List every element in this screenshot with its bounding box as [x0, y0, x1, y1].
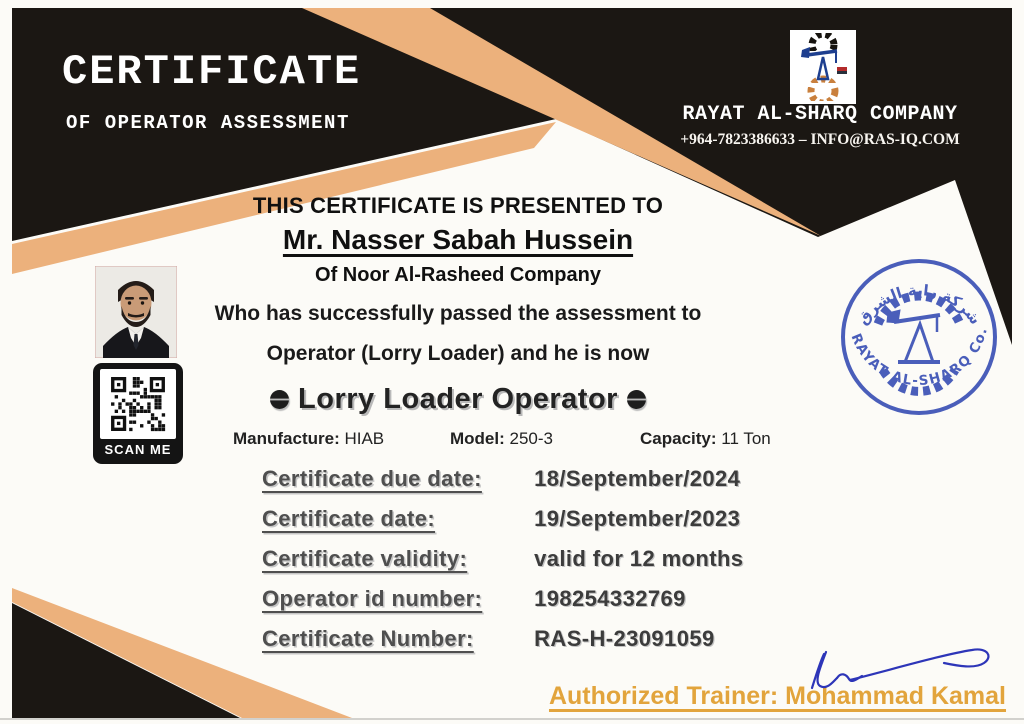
recipient-company: Of Noor Al-Rasheed Company — [315, 264, 601, 286]
stamp-latin-text: RAYAT AL-SHARQ Co. — [847, 325, 992, 390]
detail-label: Operator id number: — [262, 586, 483, 611]
manufacture-label: Manufacture: — [233, 429, 340, 448]
statement-line-2: Operator (Lorry Loader) and he is now — [266, 342, 650, 365]
equipment-manufacture — [233, 429, 384, 449]
qr-code — [93, 363, 183, 464]
detail-row — [262, 586, 686, 612]
equipment-model — [450, 429, 553, 449]
role-title-row — [158, 383, 758, 416]
detail-label: Certificate Number: — [262, 626, 474, 651]
certificate-title: CERTIFICATE — [62, 48, 362, 96]
authorized-trainer-line: Authorized Trainer: Mohammad Kamal — [548, 682, 1007, 710]
operator-photo — [95, 266, 177, 358]
detail-row — [262, 626, 715, 652]
detail-row — [262, 506, 740, 532]
detail-label: Certificate date: — [262, 506, 436, 531]
recipient-name: Mr. Nasser Sabah Hussein — [282, 224, 634, 255]
presented-to-line: THIS CERTIFICATE IS PRESENTED TO — [252, 193, 664, 218]
manufacture-value: HIAB — [344, 429, 385, 448]
detail-row — [262, 466, 740, 492]
bullet-icon — [627, 390, 646, 409]
qr-scan-label: SCAN ME — [104, 442, 172, 457]
detail-label: Certificate validity: — [262, 546, 468, 571]
detail-value: RAS-H-23091059 — [534, 626, 715, 651]
stamp-arabic-text: شركة راية الشرق — [853, 281, 985, 329]
bullet-icon — [270, 390, 289, 409]
company-contact: +964-7823386633 – INFO@RAS-IQ.COM — [680, 131, 960, 148]
detail-value: valid for 12 months — [534, 546, 744, 571]
company-stamp — [834, 250, 1004, 424]
model-label: Model: — [450, 429, 505, 448]
company-logo — [790, 30, 856, 104]
equipment-capacity — [640, 429, 771, 449]
bottom-left-black-triangle — [12, 603, 240, 718]
capacity-value: 11 Ton — [721, 429, 771, 448]
detail-value: 19/September/2023 — [534, 506, 741, 531]
qr-pattern — [100, 369, 176, 439]
statement-line-1: Who has successfully passed the assessment to — [214, 302, 702, 325]
scan-edge-line — [0, 718, 1024, 720]
capacity-label: Capacity: — [640, 429, 717, 448]
detail-value: 18/September/2024 — [534, 466, 741, 491]
detail-row — [262, 546, 743, 572]
company-name: RAYAT AL-SHARQ COMPANY — [682, 103, 958, 126]
gear-pumpjack-icon — [793, 33, 853, 101]
detail-label: Certificate due date: — [262, 466, 482, 491]
role-title: Lorry Loader Operator — [298, 383, 618, 415]
certificate-subtitle: OF OPERATOR ASSESSMENT — [66, 112, 350, 134]
trainer-signature — [700, 630, 1000, 702]
detail-value: 198254332769 — [534, 586, 686, 611]
model-value: 250-3 — [509, 429, 553, 448]
